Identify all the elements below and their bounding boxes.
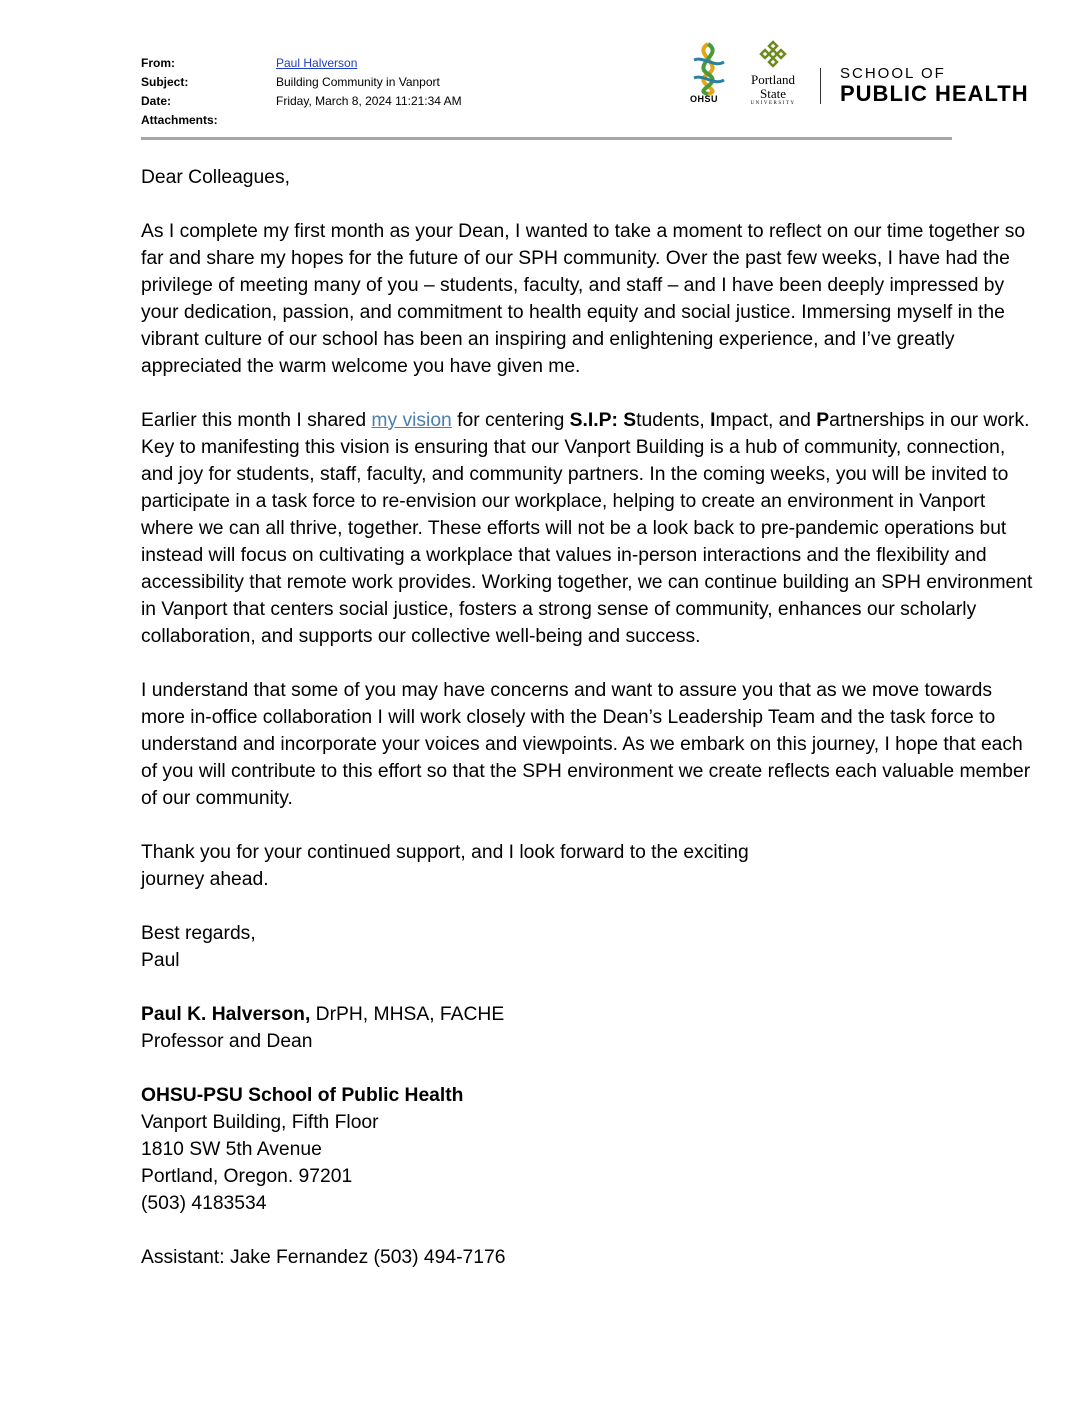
date-value: Friday, March 8, 2024 11:21:34 AM <box>276 94 462 108</box>
attachments-label: Attachments: <box>141 113 218 127</box>
ohsu-logo <box>684 40 732 106</box>
psu-logo <box>740 40 806 110</box>
psu-knot-icon <box>759 40 787 68</box>
date-row <box>141 92 462 111</box>
p4-line2: journey ahead. <box>141 869 269 890</box>
paragraph-2 <box>141 407 1041 650</box>
signature-phone: (503) 4183534 <box>141 1193 267 1214</box>
signature-assistant: Assistant: Jake Fernandez (503) 494-7176 <box>141 1247 506 1268</box>
logo-divider <box>820 68 821 104</box>
sph-wordmark-line2: PUBLIC HEALTH <box>840 81 1029 106</box>
signature-org: OHSU-PSU School of Public Health <box>141 1085 464 1106</box>
letter-body <box>141 164 1041 1298</box>
from-label: From: <box>141 56 175 70</box>
signature-name-title <box>141 1001 1041 1055</box>
p2-text-b: for centering <box>451 410 570 431</box>
psu-wordmark-line2: State <box>760 86 786 101</box>
signature-credentials: DrPH, MHSA, FACHE <box>310 1004 505 1025</box>
signature-name: Paul K. Halverson, <box>141 1004 311 1025</box>
my-vision-link[interactable]: my vision <box>371 410 452 431</box>
sph-logo <box>840 66 1029 106</box>
subject-row <box>141 73 462 92</box>
sip-i: I <box>710 410 716 431</box>
from-sender-link[interactable]: Paul Halverson <box>276 56 358 70</box>
signature-address <box>141 1082 1041 1217</box>
paragraph-3: I understand that some of you may have concerns and want to assure you that as we move towards more in-office collaboration I will work closely with the Dean’s Leadership Team and the task force to understand and incorporate your voices and viewpoints. As we embark on this journey, I hope that each of you will contribute to this effort so that the SPH environment we create reflects each valuable member of our community. <box>141 680 1031 809</box>
psu-wordmark-line3: UNIVERSITY <box>750 101 796 106</box>
attachments-row <box>141 111 462 130</box>
paragraph-1: As I complete my first month as your Dean, I wanted to take a moment to reflect on our time together so far and share my hopes for the future of our SPH community. Over the past few weeks, I have had the privilege of meeting many of you – students, faculty, and staff – and I have been deeply impressed by your dedication, passion, and commitment to health equity and social justice. Immersing myself in the vibrant culture of our school has been an inspiring and enlightening experience, and I’ve greatly appreciated the warm welcome you have given me. <box>141 221 1026 377</box>
ohsu-helix-icon <box>684 40 732 96</box>
sph-wordmark-line1: SCHOOL OF <box>840 65 946 82</box>
from-row <box>141 54 462 73</box>
closing-name: Paul <box>141 950 180 971</box>
subject-value: Building Community in Vanport <box>276 75 440 89</box>
psu-wordmark-line1: Portland <box>750 72 796 87</box>
signature-addr2: 1810 SW 5th Avenue <box>141 1139 322 1160</box>
closing <box>141 920 1041 974</box>
paragraph-4 <box>141 839 1041 893</box>
sip-impact: mpact, and <box>715 410 817 431</box>
sip-students: tudents, <box>636 410 711 431</box>
sip-s: S <box>623 410 637 431</box>
p2-rest: artnerships in our work. Key to manifesting this vision is ensuring that our Vanport Building is a hub of community, connection, and joy for students, staff, faculty, and community partners. In the coming weeks, you will be invited to participate in a task force to re-envision our workplace, helping to create an environment in Vanport where we can all thrive, together. These efforts will not be a look back to pre-pandemic operations but instead will focus on cultivating a workplace that values in-person interactions and the flexibility and accessibility that remote work provides. Working together, we can continue building an SPH environment in Vanport that centers social justice, fosters a strong sense of community, enhances our scholarly collaboration, and supports our collective well-being and success. <box>141 410 1033 647</box>
closing-phrase: Best regards, <box>141 923 256 944</box>
signature-addr3: Portland, Oregon. 97201 <box>141 1166 353 1187</box>
greeting: Dear Colleagues, <box>141 167 290 188</box>
sip-label: S.I.P: <box>569 410 618 431</box>
signature-block <box>141 1001 1041 1271</box>
header-divider <box>141 137 952 140</box>
email-header <box>141 54 462 130</box>
p4-line1: Thank you for your continued support, and I look forward to the exciting <box>141 842 749 863</box>
signature-addr1: Vanport Building, Fifth Floor <box>141 1112 379 1133</box>
signature-title: Professor and Dean <box>141 1031 313 1052</box>
ohsu-wordmark: OHSU <box>690 94 719 104</box>
sip-p: P <box>816 410 830 431</box>
subject-label: Subject: <box>141 75 189 89</box>
date-label: Date: <box>141 94 172 108</box>
p2-text-a: Earlier this month I shared <box>141 410 372 431</box>
school-logos <box>684 40 1044 112</box>
